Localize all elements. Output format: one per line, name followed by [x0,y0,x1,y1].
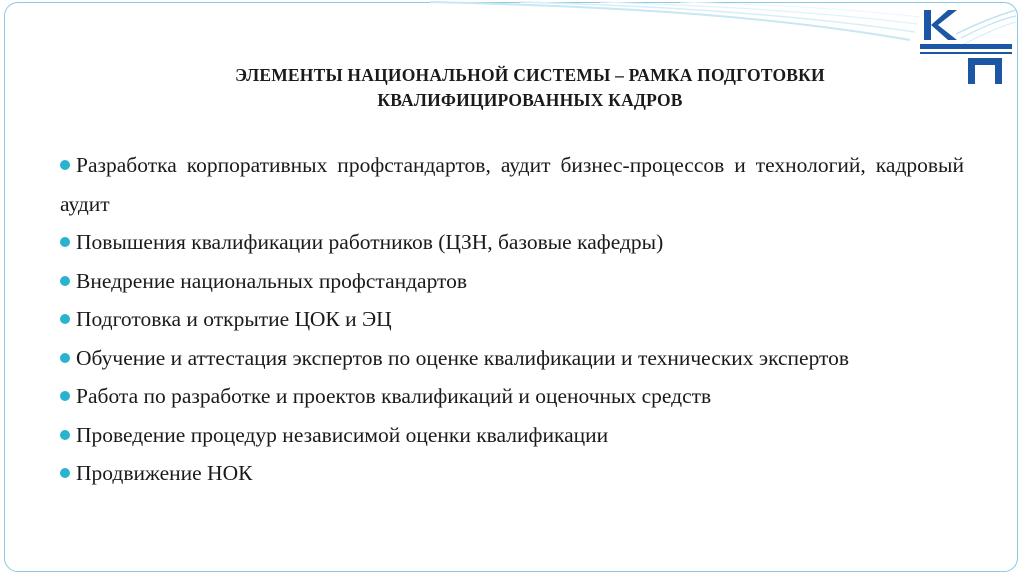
bullet-item: Разработка корпоративных профстандартов, аудит бизнес-процессов и технологий, кадровый аудит [60,146,964,223]
bullet-item: Подготовка и открытие ЦОК и ЭЦ [60,300,964,339]
bullet-item: Внедрение национальных профстандартов [60,262,964,301]
bullet-item: Продвижение НОК [60,454,964,493]
bullet-item: Проведение процедур независимой оценки квалификации [60,416,964,455]
bullet-item: Обучение и аттестация экспертов по оценке квалификации и технических экспертов [60,339,964,378]
bullet-item: Повышения квалификации работников (ЦЗН, базовые кафедры) [60,223,964,262]
decorative-swoosh [0,0,1024,60]
title-line-1: ЭЛЕМЕНТЫ НАЦИОНАЛЬНОЙ СИСТЕМЫ – РАМКА ПОДГОТОВКИ [235,65,825,85]
bullet-list [60,146,964,493]
bullet-item: Работа по разработке и проектов квалификаций и оценочных средств [60,377,964,416]
title-line-2: КВАЛИФИЦИРОВАННЫХ КАДРОВ [377,90,683,110]
slide-title [80,63,980,113]
